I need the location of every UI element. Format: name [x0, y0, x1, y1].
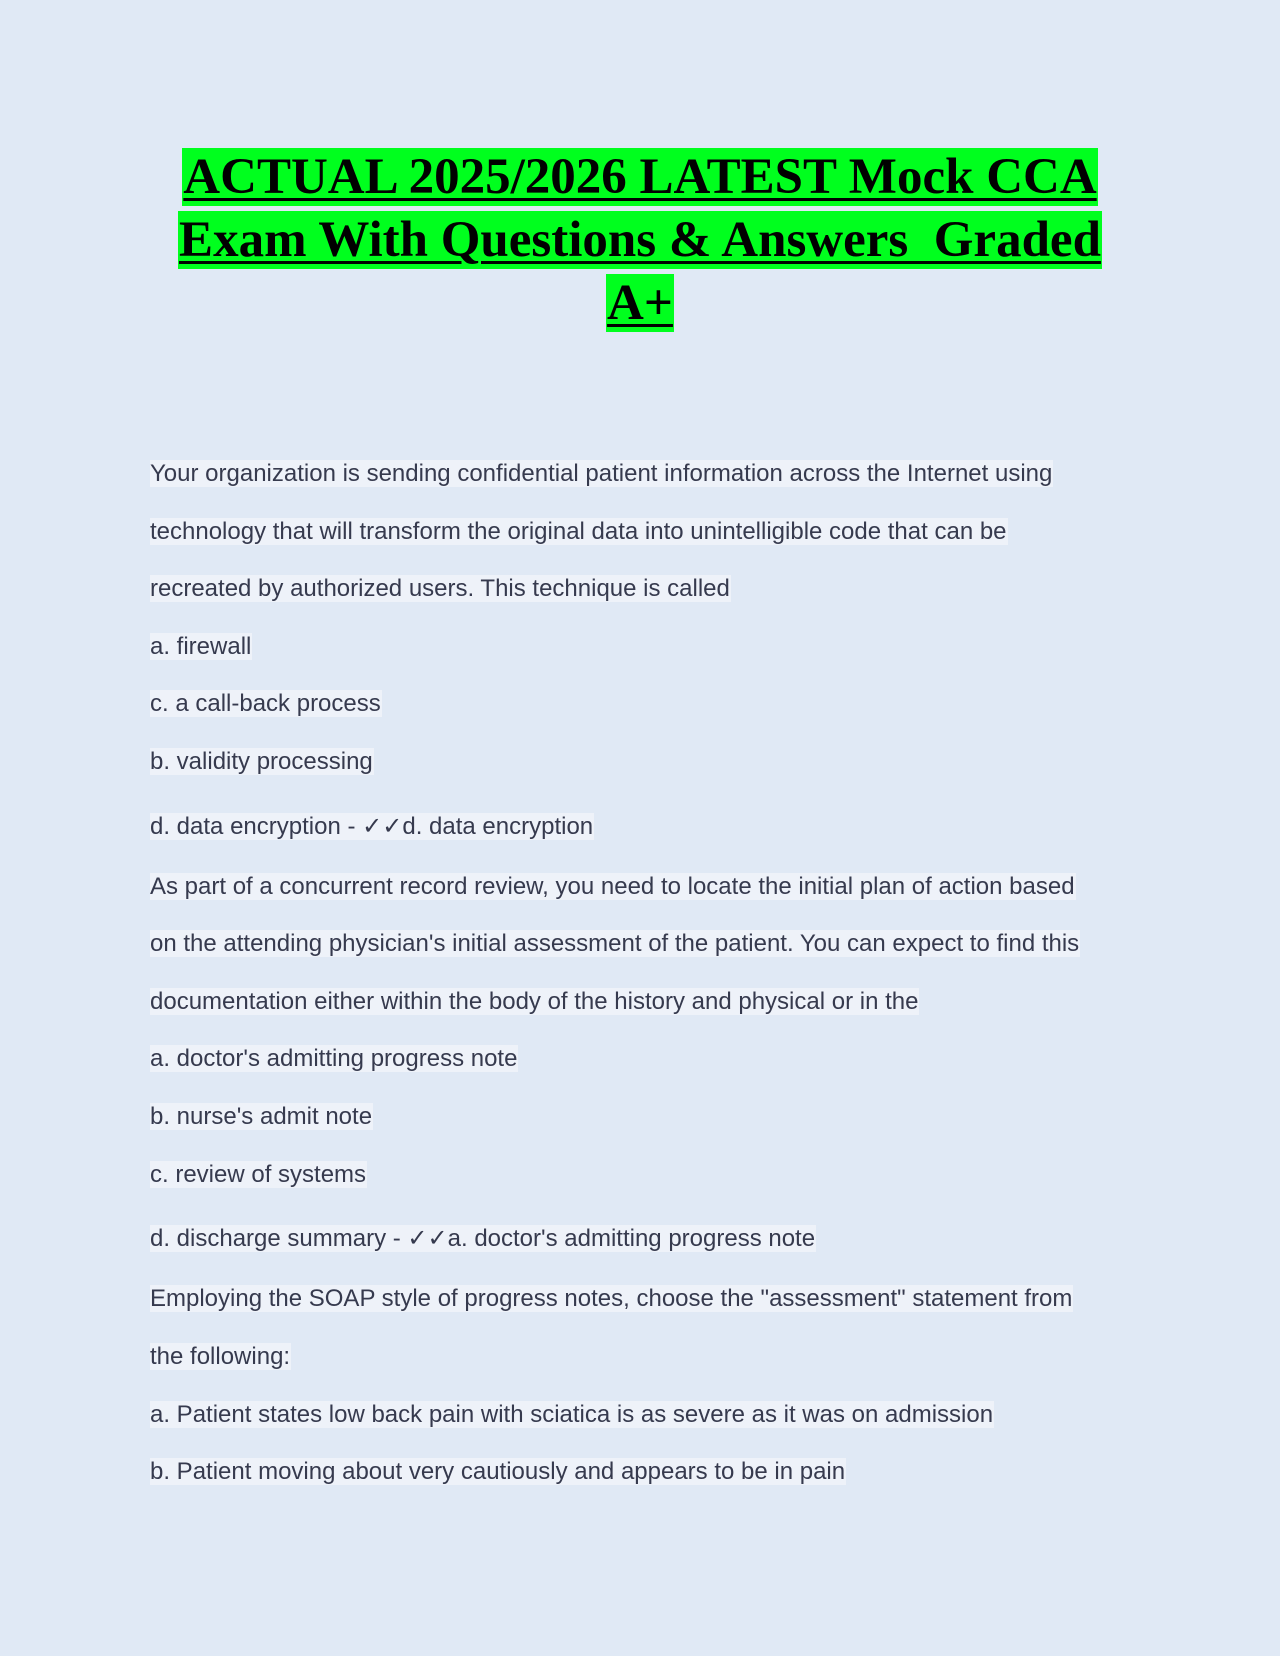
question-3-option-b: b. Patient moving about very cautiously and appears to be in pain	[150, 1458, 846, 1485]
question-3-stem-line-1: Employing the SOAP style of progress notes, choose the "assessment" statement from	[150, 1285, 1073, 1312]
question-2-option-a: a. doctor's admitting progress note	[150, 1045, 518, 1072]
question-1-stem-line-2: technology that will transform the original data into unintelligible code that can be	[150, 518, 1007, 545]
question-3-option-a: a. Patient states low back pain with sciatica is as severe as it was on admission	[150, 1401, 994, 1428]
title-line-1: ACTUAL 2025/2026 LATEST Mock CCA	[183, 149, 1097, 205]
question-2-stem-line-2: on the attending physician's initial assessment of the patient. You can expect to find this	[150, 930, 1080, 957]
question-3-stem-line-2: the following:	[150, 1343, 291, 1370]
question-1-option-b: b. validity processing	[150, 748, 373, 775]
title-line-3: A+	[607, 275, 673, 331]
title-line-2: Exam With Questions & Answers Graded	[179, 212, 1101, 268]
question-1-option-a: a. firewall	[150, 633, 252, 660]
question-1-answer: d. data encryption - ✓✓d. data encryption	[150, 813, 594, 840]
question-2-stem-line-1: As part of a concurrent record review, you need to locate the initial plan of action based	[150, 873, 1075, 900]
question-1-option-c: c. a call-back process	[150, 690, 381, 717]
question-2-option-c: c. review of systems	[150, 1161, 367, 1188]
question-1-stem-line-3: recreated by authorized users. This technique is called	[150, 575, 730, 602]
question-1-stem-line-1: Your organization is sending confidential patient information across the Internet using	[150, 460, 1053, 487]
question-2-stem-line-3: documentation either within the body of the history and physical or in the	[150, 988, 919, 1015]
question-2-option-b: b. nurse's admit note	[150, 1103, 373, 1130]
document-title	[0, 146, 1280, 335]
question-2-answer: d. discharge summary - ✓✓a. doctor's admitting progress note	[150, 1225, 816, 1252]
